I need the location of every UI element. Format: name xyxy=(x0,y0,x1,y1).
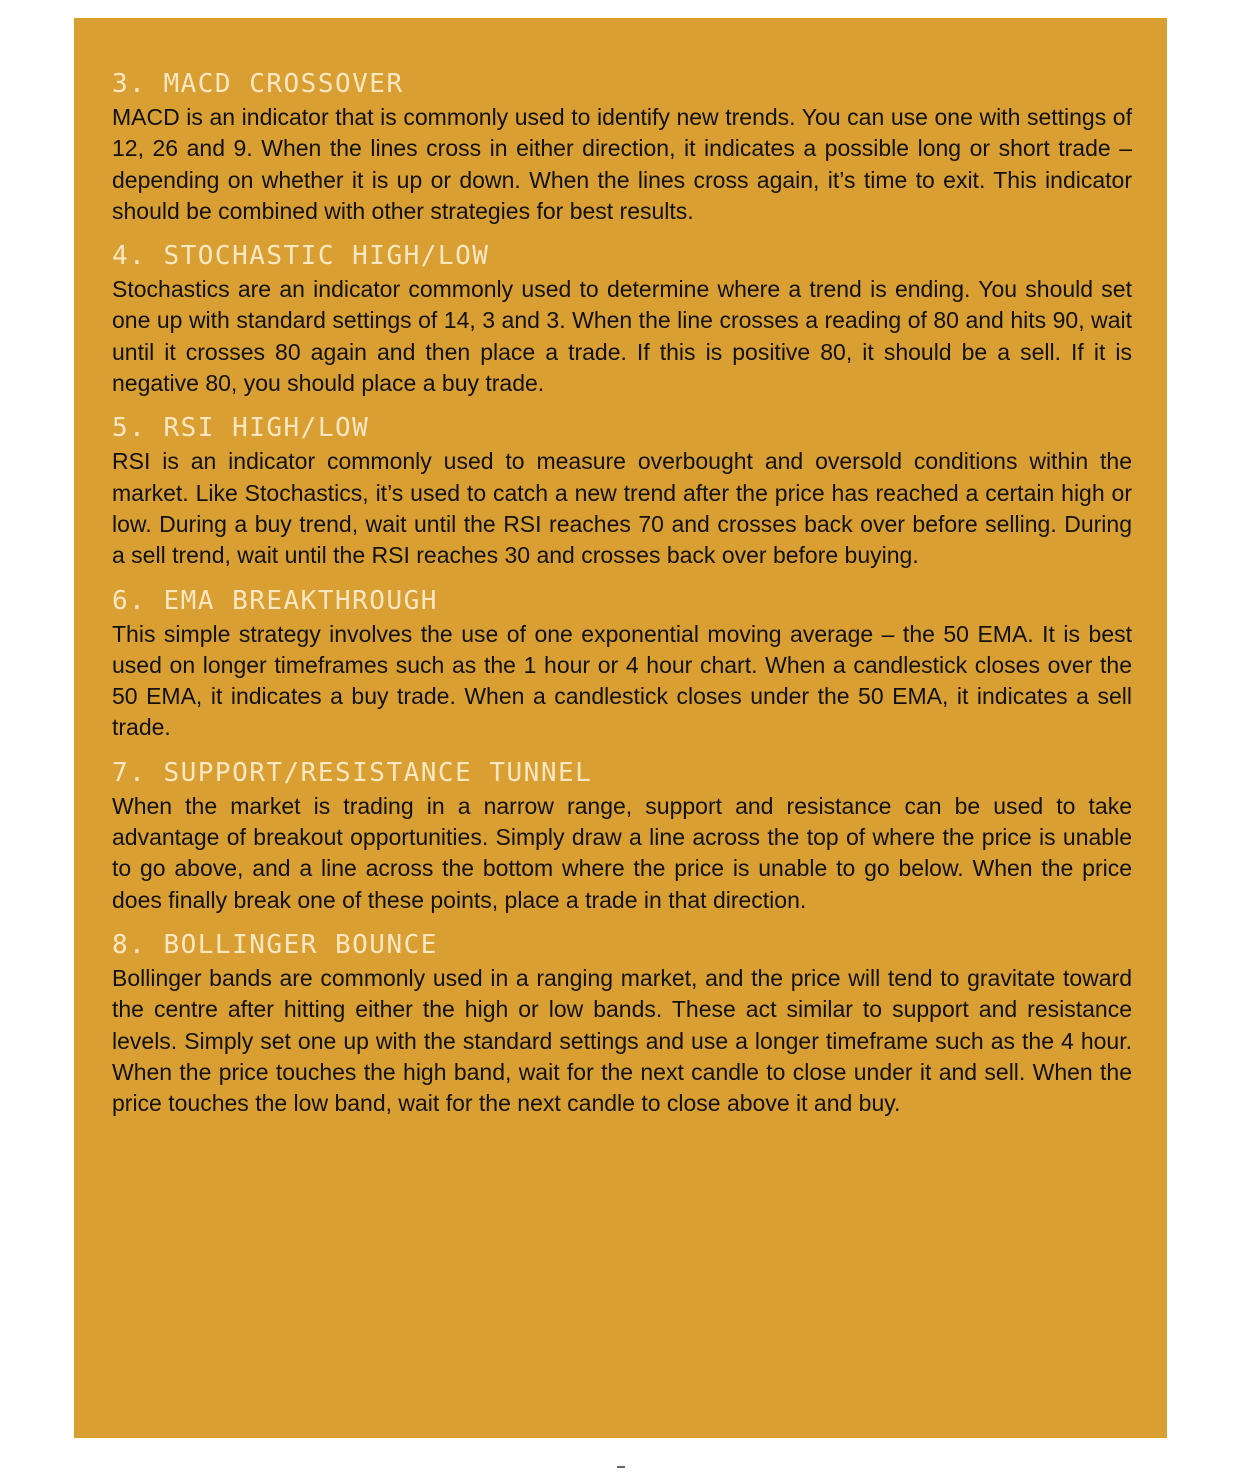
section-rsi-high-low xyxy=(112,412,1132,571)
section-stochastic-high-low xyxy=(112,240,1132,399)
section-body: MACD is an indicator that is commonly used to identify new trends. You can use one with settings of 12, 26 and 9. When the lines cross in either direction, it indicates a possible long or short trade – depending on whether it is up or down. When the lines cross again, it’s time to exit. This indicator should be combined with other strategies for best results. xyxy=(112,104,1132,224)
section-body: Bollinger bands are commonly used in a ranging market, and the price will tend to gravitate toward the centre after hitting either the high or low bands. These act similar to support and resistance levels. Simply set one up with the standard settings and use a longer timeframe such as the 4 hour. When the price touches the high band, wait for the next candle to close under it and sell. When the price touches the low band, wait for the next candle to close above it and buy. xyxy=(112,964,1132,1117)
section-body: This simple strategy involves the use of one exponential moving average – the 50 EMA. It is best used on longer timeframes such as the 1 hour or 4 hour chart. When a candlestick closes over the 50 EMA, it indicates a buy trade. When a candlestick closes under the 50 EMA, it indicates a sell trade. xyxy=(112,620,1132,741)
section-bollinger-bounce xyxy=(112,929,1132,1119)
section-heading: 3. MACD CROSSOVER xyxy=(112,69,404,99)
section-body: RSI is an indicator commonly used to measure overbought and oversold conditions within the market. Like Stochastics, it’s used to catch a new trend after the price has reached a certain high or low. During a buy trend, wait until the RSI reaches 70 and crosses back over before selling. During a sell trend, wait until the RSI reaches 30 and crosses back over before buying. xyxy=(112,448,1132,569)
section-heading: 4. STOCHASTIC HIGH/LOW xyxy=(112,241,490,272)
section-heading: 5. RSI HIGH/LOW xyxy=(112,413,370,444)
page-folio-mark xyxy=(617,1466,625,1468)
section-support-resistance-tunnel xyxy=(112,757,1132,916)
section-body: When the market is trading in a narrow range, support and resistance can be used to take advantage of breakout opportunities. Simply draw a line across the top of where the price is unable to go above, and a line across the bottom where the price is unable to go below. When the price does finally break one of these points, place a trade in that direction. xyxy=(112,792,1132,913)
section-ema-breakthrough xyxy=(112,585,1132,744)
section-heading: 6. EMA BREAKTHROUGH xyxy=(112,585,438,616)
strategy-list xyxy=(112,68,1132,1132)
content-panel xyxy=(74,18,1167,1438)
section-body: Stochastics are an indicator commonly used to determine where a trend is ending. You should set one up with standard settings of 14, 3 and 3. When the line crosses a reading of 80 and hits 90, wait until it crosses 80 again and then place a trade. If this is positive 80, it should be a sell. If it is negative 80, you should place a buy trade. xyxy=(112,276,1132,397)
section-macd-crossover xyxy=(112,68,1132,227)
section-heading: 8. BOLLINGER BOUNCE xyxy=(112,929,438,960)
section-heading: 7. SUPPORT/RESISTANCE TUNNEL xyxy=(112,757,593,788)
